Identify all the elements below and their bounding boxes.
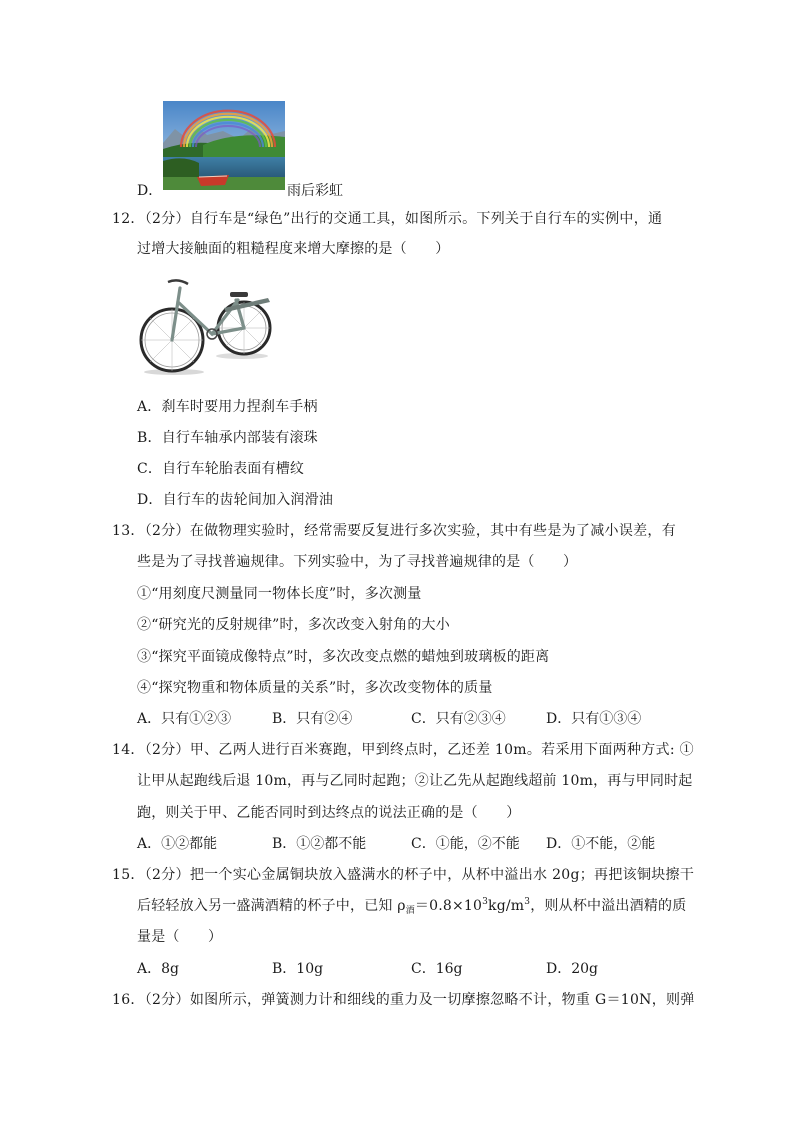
q14-option-d: D．①不能，②能 [546, 836, 656, 852]
bicycle-image [138, 268, 274, 378]
q13-option-c: C．只有②③④ [411, 711, 506, 727]
exponent-superscript: 3 [482, 897, 489, 907]
q15-line2-part-c: kg/m [488, 898, 525, 914]
q15-stem-line2 [137, 895, 686, 916]
q13-option-b: B．只有②④ [272, 711, 353, 727]
q14-stem-line3: 跑，则关于甲、乙能否同时到达终点的说法正确的是（ ） [137, 805, 521, 821]
q13-stem-line2: 些是为了寻找普遍规律。下列实验中，为了寻找普遍规律的是（ ） [137, 554, 578, 570]
q15-option-c: C．16g [411, 961, 463, 977]
q15-option-d: D．20g [546, 961, 599, 977]
q11-option-d-label: D． [137, 183, 163, 199]
q15-line2-part-a: 后轻轻放入另一盛满酒精的杯子中，已知 ρ [137, 898, 406, 914]
q14-stem-line2: 让甲从起跑线后退 10m，再与乙同时起跑；②让乙先从起跑线超前 10m，再与甲同时起 [137, 773, 693, 789]
q15-option-b: B．10g [272, 961, 324, 977]
q15-stem-line3: 量是（ ） [137, 929, 223, 945]
q14-stem-line1: 14．（2分）甲、乙两人进行百米赛跑，甲到终点时，乙还差 10m。若采用下面两种方式: ① [112, 742, 694, 758]
q13-item-4: ④“探究物重和物体质量的关系”时，多次改变物体的质量 [137, 680, 493, 696]
q14-option-b: B．①②都不能 [272, 836, 367, 852]
q13-stem-line1: 13．（2分）在做物理实验时，经常需要反复进行多次实验，其中有些是为了减小误差，有 [112, 523, 677, 539]
q12-option-c: C．自行车轮胎表面有槽纹 [137, 461, 305, 477]
q13-item-3: ③“探究平面镜成像特点”时，多次改变点燃的蜡烛到玻璃板的距离 [137, 649, 550, 665]
rho-subscript: 酒 [405, 906, 415, 916]
q12-stem-line1: 12．（2分）自行车是“绿色”出行的交通工具，如图所示。下列关于自行车的实例中，通 [112, 211, 663, 227]
q13-option-d: D．只有①③④ [546, 711, 642, 727]
q15-option-a: A．8g [137, 961, 179, 977]
q15-line2-part-d: ，则从杯中溢出酒精的质 [530, 898, 687, 914]
q11-option-d-text: 雨后彩虹 [287, 183, 343, 199]
rainbow-lake-image [163, 101, 285, 190]
q15-stem-line1: 15．（2分）把一个实心金属铜块放入盛满水的杯子中，从杯中溢出水 20g；再把该铜块擦干 [112, 867, 695, 883]
q15-line2-part-b: ＝0.8×10 [414, 898, 483, 914]
q13-option-a: A．只有①②③ [137, 711, 232, 727]
unit-superscript: 3 [524, 897, 531, 907]
q13-item-1: ①“用刻度尺测量同一物体长度”时，多次测量 [137, 586, 422, 602]
q13-item-2: ②“研究光的反射规律”时，多次改变入射角的大小 [137, 617, 450, 633]
q16-stem-line1: 16．（2分）如图所示，弹簧测力计和细线的重力及一切摩擦忽略不计，物重 G＝10N，则弹 [112, 992, 695, 1008]
q12-option-d: D．自行车的齿轮间加入润滑油 [137, 492, 334, 508]
q12-stem-line2: 过增大接触面的粗糙程度来增大摩擦的是（ ） [137, 241, 450, 257]
q14-option-a: A．①②都能 [137, 836, 218, 852]
q12-option-a: A．刹车时要用力捏刹车手柄 [137, 399, 318, 415]
q14-option-c: C．①能，②不能 [411, 836, 520, 852]
q12-option-b: B．自行车轴承内部装有滚珠 [137, 430, 318, 446]
